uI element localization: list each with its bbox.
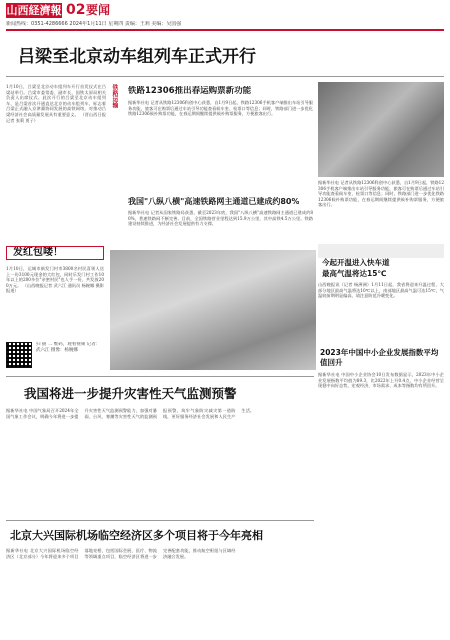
boost-byline: （山西晚报记者 武六江 通讯员 杨婉娜 摄影报道）: [6, 282, 104, 294]
railway-subhead: 铁路12306推出春运购票新功能: [128, 86, 252, 96]
boost-headline: 发红包喽！: [13, 247, 63, 258]
cold-subhead: 最高气温将达15℃: [322, 269, 387, 278]
railway-vertical-label: 铁路运输: [111, 84, 118, 108]
daxing-headline: 北京大兴国际机场临空经济区多个项目将于今年亮相: [10, 529, 263, 542]
cold-header-band: [318, 244, 444, 258]
main-story-byline: （晋山西日报记者 张莉 贾子）: [6, 111, 106, 123]
daxing-top-rule: [6, 520, 314, 521]
boost-body: [6, 266, 104, 336]
newspaper-logo: 山西経濟報: [6, 4, 62, 17]
page-number: 02: [66, 2, 86, 18]
cold-headline: 今起开温进入快车道: [322, 258, 390, 267]
boost-photo: [110, 250, 316, 370]
disaster-body: 据新华社电 中国气象局召开2024年全国气象工作会议，明确今年将进一步提升灾害性天气监测预警能力，加强对暴雨、台风、寒潮等灾害性天气的监测预报预警，筑牢气象防灾减灾第一道防线，更好服务经济社会发展和人民生产生活。: [6, 408, 255, 419]
main-headline: 吕梁至北京动车组列车正式开行: [18, 47, 256, 67]
disaster-top-rule: [6, 376, 314, 377]
railway-subhead-2: 我国"八纵八横"高速铁路网主通道已建成约80%: [128, 197, 300, 206]
cold-body: 山西晚报讯（记者 杨洲洲）1月11日起，我省将迎来升温过程，大部分地区最高气温将达10℃以上，南部地区最高气温可达15℃，气温较前期明显偏高，请注意防范冷暖变化。: [318, 282, 444, 299]
masthead-divider: [6, 29, 444, 31]
daxing-body: 据新华社电 北京大兴国际机场临空经济区（北京部分）今年将迎来多个项目落地亮相，包括国际会展、医疗、物流等领域重点项目，临空经济区将进一步完善配套功能，推动航空枢纽与区域经济融合发展。: [6, 548, 236, 559]
main-story-body: [6, 84, 106, 244]
boost-text: 1月10日，运城市新发门村市3800名村民喜领人送上一份3100元现金的大红包，同时乐发门村工作10年以上的200多位"亲密村民"也人手一份，共发放200万元。: [6, 266, 104, 288]
sme-body: 据新华社电 中国中小企业协会10日发布数据显示，2023年中小企业发展指数平均值为89.3，比2022年上升0.4点，中小企业经营呈现稳中向好态势，宏观经济、市场需求、成本等指数均有所回升。: [318, 372, 444, 389]
disaster-headline: 我国将进一步提升灾害性天气监测预警: [24, 386, 237, 401]
main-story-text: 1月10日，吕梁至北京动车组列车开行首发仪式在吕梁站举行。吕梁市委常委、副市长，国铁太原局相关负责人出席仪式。此次开行的吕梁至北京动车组列车，是吕梁首次开通直达北京的动车组列车，标志着吕梁正式融入京津冀协同发展的高铁网络，对推动吕梁经济社会高质量发展具有重要意义。: [6, 84, 106, 117]
qr-caption: 扫 描 二 维码，观看视频 记者：武六江 摄像：杨婉娜: [36, 342, 101, 353]
railway-body-2: 据新华社电 记者从国家铁路局获悉，截至2023年底，我国"八纵八横"高速铁路网主通道已建成约80%，普速铁路网不断完善。目前，全国铁路营业里程达到15.9万公里，其中高铁4.5万公里。铁路建设持续推进，为经济社会发展提供有力支撑。: [128, 210, 313, 227]
railway-photo: [318, 82, 444, 177]
boost-headline-box: [6, 246, 104, 260]
headline-divider: [6, 76, 444, 77]
railway-body: 据新华社电 记者从铁路12306科创中心获悉，自1月9日起，铁路12306手机客户端推出车站引导服务功能，旅客可在购票后通过车站引导功能查看候车室、检票口等信息；同时，铁路部门进一步优化铁路12306候补购票功能，在春运期间继续提供候补购票服务，方便旅客出行。: [128, 100, 313, 117]
masthead-meta: 新闻热线：0351-4286666 2024年1月11日 星期四 责编：王莉 美编：吴国强: [6, 21, 182, 27]
sme-headline: 2023年中国中小企业发展指数平均值回升: [320, 348, 439, 367]
qr-code[interactable]: [6, 342, 32, 368]
railway-sidebar-text: 据新华社电 记者从铁路12306科创中心获悉，自1月9日起，铁路12306手机客户端推出车站引导服务功能，旅客可在购票后通过车站引导功能查看候车室、检票口等信息；同时，铁路部门进一步优化铁路12306候补购票功能，在春运期间继续提供候补购票服务，方便旅客出行。: [318, 180, 444, 208]
section-title: 要闻: [86, 3, 111, 17]
